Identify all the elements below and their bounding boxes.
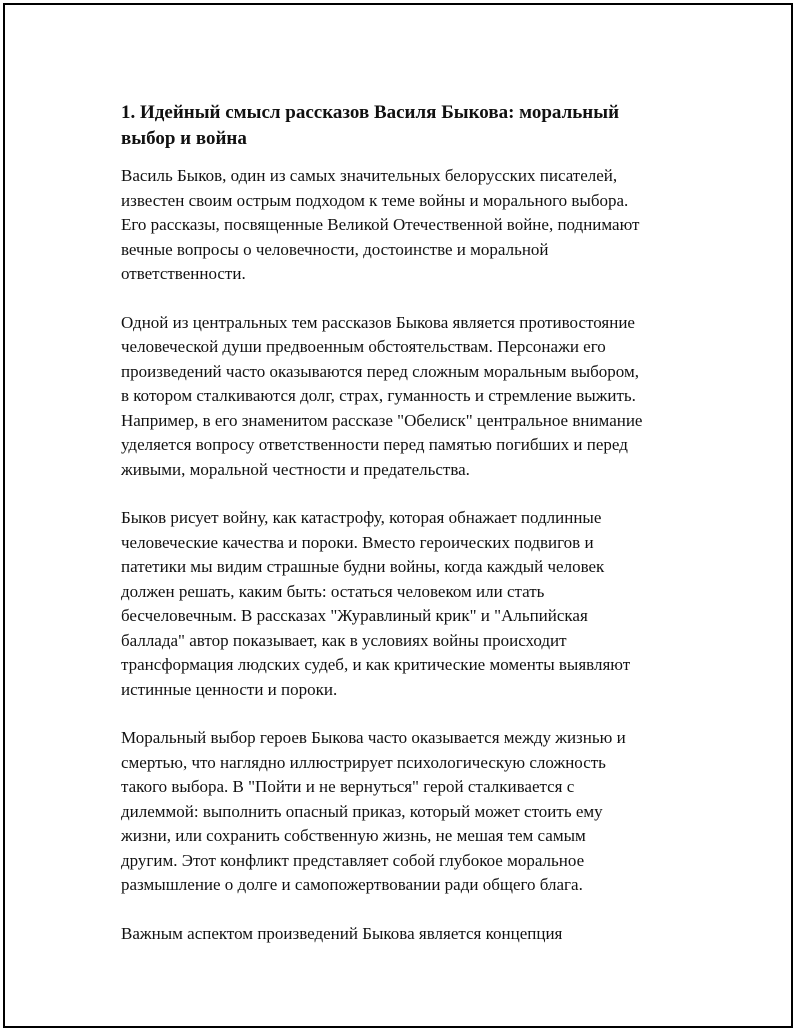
text-line: уделяется вопросу ответственности перед памятью погибших и перед (121, 435, 628, 454)
text-line: бесчеловечным. В рассказах "Журавлиный крик" и "Альпийская (121, 606, 588, 625)
text-line: должен решать, каким быть: остаться человеком или стать (121, 581, 545, 601)
paragraph-1 (121, 164, 691, 287)
paragraph-2 (121, 311, 691, 483)
text-line: ответственности. (121, 264, 246, 283)
paragraph-3 (121, 506, 691, 702)
text-line: живыми, моральной честности и предательства. (121, 459, 470, 479)
text-line: в котором сталкиваются долг, страх, гуманность и стремление выжить. (121, 386, 636, 405)
text-line: известен своим острым подходом к теме войны и морального выбора. (121, 190, 629, 210)
text-line: жизни, или сохранить собственную жизнь, не мешая тем самым (121, 826, 586, 845)
text-line: человеческие качества и пороки. Вместо героических подвигов и (121, 532, 594, 552)
text-line: патетики мы видим страшные будни войны, когда каждый человек (121, 557, 605, 576)
heading-line: выбор и война (121, 128, 247, 149)
text-line: Василь Быков, один из самых значительных белорусских писателей, (121, 166, 618, 185)
text-line: Одной из центральных тем рассказов Быкова является противостояние (121, 312, 635, 332)
text-line: размышление о долге и самопожертвовании ради общего блага. (121, 875, 583, 894)
document-body (121, 100, 691, 970)
text-line: трансформация людских судеб, и как критические моменты выявляют (121, 655, 631, 674)
paragraph-5 (121, 922, 691, 947)
text-line: Его рассказы, посвященные Великой Отечественной войне, поднимают (121, 215, 640, 234)
text-line: баллада" автор показывает, как в условиях войны происходит (121, 630, 567, 650)
text-line: человеческой души предвоенным обстоятельствам. Персонажи его (121, 337, 606, 356)
page-frame (3, 3, 793, 1028)
section-heading (121, 100, 691, 152)
text-line: произведений часто оказываются перед сложным моральным выбором, (121, 361, 639, 381)
paragraph-4 (121, 726, 691, 898)
text-line: Моральный выбор героев Быкова часто оказывается между жизнью и (121, 728, 626, 747)
text-line: другим. Этот конфликт представляет собой глубокое моральное (121, 850, 585, 870)
text-line: Например, в его знаменитом рассказе "Обелиск" центральное внимание (121, 410, 643, 430)
heading-line: 1. Идейный смысл рассказов Василя Быкова: моральный (121, 102, 620, 123)
text-line: такого выбора. В "Пойти и не вернуться" герой сталкивается с (121, 777, 575, 796)
text-line: истинные ценности и пороки. (121, 679, 338, 699)
text-line: вечные вопросы о человечности, достоинстве и моральной (121, 239, 549, 259)
text-line: смертью, что наглядно иллюстрирует психологическую сложность (121, 752, 606, 772)
text-line: Важным аспектом произведений Быкова является концепция (121, 923, 563, 943)
text-line: Быков рисует войну, как катастрофу, которая обнажает подлинные (121, 508, 602, 527)
text-line: дилеммой: выполнить опасный приказ, который может стоить ему (121, 801, 603, 821)
